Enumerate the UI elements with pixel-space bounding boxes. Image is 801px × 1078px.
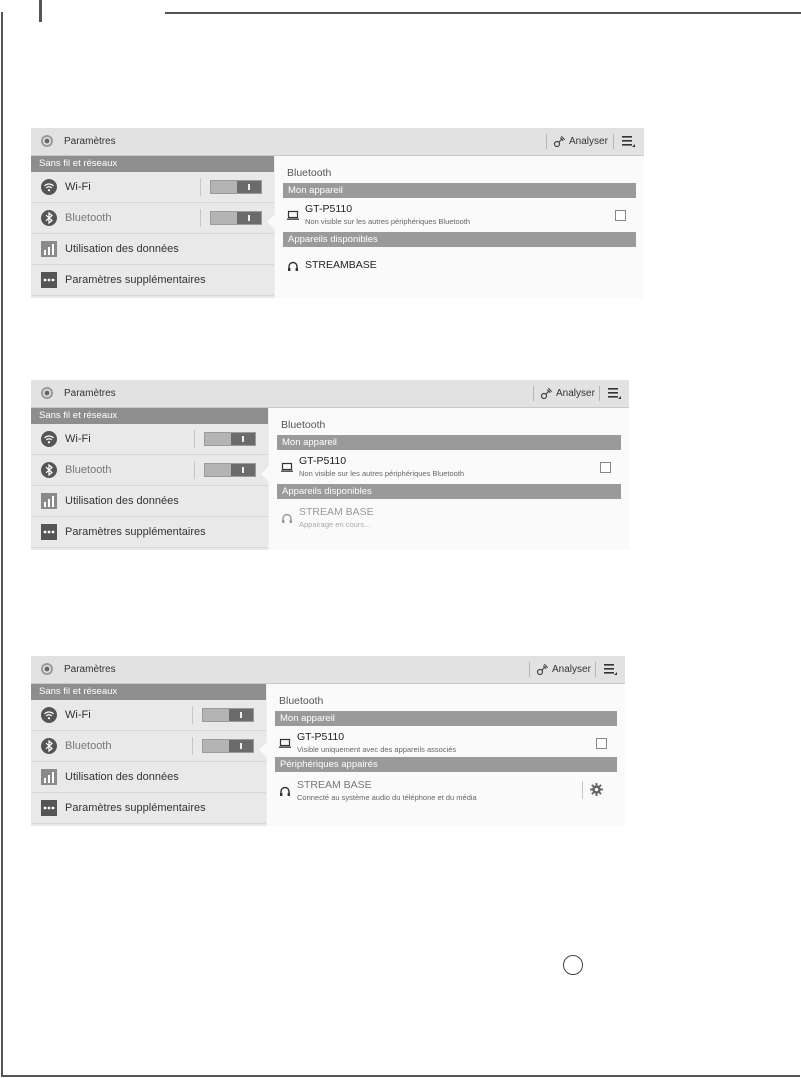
sidebar-item-data-usage[interactable] [31,234,274,265]
sidebar-item-label: Wi-Fi [65,433,91,445]
page-circle-marker [563,955,583,975]
title-bar [31,656,625,684]
bluetooth-toggle[interactable] [202,739,254,753]
toolbar-divider [613,134,614,149]
panel-title: Bluetooth [281,419,326,431]
sidebar-item-label: Paramètres supplémentaires [65,274,206,286]
sidebar-item-label: Bluetooth [65,212,112,224]
sidebar-item-more-settings[interactable] [31,517,268,548]
toolbar-divider [533,386,534,401]
bluetooth-toggle[interactable] [204,463,256,477]
toolbar-divider [529,662,530,677]
bluetooth-panel [267,684,625,826]
scan-button[interactable] [540,384,595,403]
bluetooth-toggle[interactable] [210,211,262,225]
headphones-icon [281,512,293,524]
sidebar-section-header: Sans fil et réseaux [31,156,274,172]
sidebar-item-label: Utilisation des données [65,771,179,783]
wifi-toggle[interactable] [202,708,254,722]
app-title: Paramètres [64,136,116,147]
page-frame-top-rule [165,12,801,14]
settings-screenshot-2 [31,380,629,550]
menu-icon[interactable] [603,662,617,676]
bluetooth-panel [269,408,629,550]
title-bar [31,380,629,408]
bluetooth-icon [41,210,57,226]
available-devices-header: Appareils disponibles [277,484,621,499]
device-name: STREAM BASE [299,506,374,518]
connection-status: Connecté au système audio du téléphone et du média [297,793,477,802]
selection-pointer [267,214,275,230]
headphones-icon [287,260,299,272]
menu-icon[interactable] [607,386,621,400]
scan-label: Analyser [552,664,591,675]
sidebar-item-label: Wi-Fi [65,709,91,721]
my-device-row[interactable] [275,729,617,757]
toolbar-divider [595,662,596,677]
more-dots-icon [41,800,57,816]
my-device-header: Mon appareil [275,711,617,726]
settings-gear-icon [40,386,54,400]
wifi-icon [41,431,57,447]
more-dots-icon [41,524,57,540]
scan-icon [553,136,565,148]
panel-title: Bluetooth [279,695,324,707]
device-row[interactable] [277,504,621,532]
bluetooth-icon [41,738,57,754]
visibility-checkbox[interactable] [600,462,611,473]
app-title: Paramètres [64,664,116,675]
device-row[interactable] [283,252,636,280]
my-device-row[interactable] [283,201,636,229]
settings-sidebar [31,156,274,298]
menu-icon[interactable] [621,134,635,148]
visibility-checkbox[interactable] [615,210,626,221]
sidebar-item-label: Utilisation des données [65,243,179,255]
sidebar-item-label: Paramètres supplémentaires [65,526,206,538]
settings-screenshot-3 [31,656,625,826]
sidebar-item-wifi[interactable] [31,700,266,731]
my-device-visibility: Non visible sur les autres périphériques Bluetooth [305,217,471,226]
sidebar-item-bluetooth[interactable] [31,455,268,486]
visibility-checkbox[interactable] [596,738,607,749]
my-device-visibility: Non visible sur les autres périphériques Bluetooth [299,469,465,478]
device-name: STREAM BASE [297,779,372,791]
scan-button[interactable] [553,132,608,151]
data-usage-icon [41,769,57,785]
paired-device-row[interactable] [275,777,617,805]
pairing-status: Appairage en cours... [299,520,371,529]
settings-sidebar [31,684,266,826]
my-device-name: GT-P5110 [305,203,353,215]
sidebar-item-wifi[interactable] [31,424,268,455]
bluetooth-icon [41,462,57,478]
panel-title: Bluetooth [287,167,332,179]
sidebar-item-more-settings[interactable] [31,793,266,824]
wifi-icon [41,179,57,195]
page-frame-bottom-rule [1,1075,800,1077]
scan-label: Analyser [556,388,595,399]
wifi-icon [41,707,57,723]
available-devices-header: Appareils disponibles [283,232,636,247]
sidebar-item-data-usage[interactable] [31,486,268,517]
toolbar-divider [546,134,547,149]
paired-devices-header: Périphériques appairés [275,757,617,772]
sidebar-section-header: Sans fil et réseaux [31,684,266,700]
wifi-toggle[interactable] [210,180,262,194]
settings-gear-icon [40,662,54,676]
my-device-name: GT-P5110 [297,731,345,743]
headphones-icon [279,785,291,797]
settings-screenshot-1 [31,128,644,298]
settings-sidebar [31,408,268,550]
sidebar-item-label: Wi-Fi [65,181,91,193]
selection-pointer [261,466,269,482]
scan-button[interactable] [536,660,591,679]
selection-pointer [259,742,267,758]
sidebar-item-bluetooth[interactable] [31,731,266,762]
sidebar-item-wifi[interactable] [31,172,274,203]
sidebar-item-more-settings[interactable] [31,265,274,296]
page-frame-left-rule [1,12,3,1077]
more-dots-icon [41,272,57,288]
sidebar-item-label: Bluetooth [65,464,112,476]
my-device-header: Mon appareil [277,435,621,450]
device-name: STREAMBASE [305,259,377,271]
bluetooth-panel [275,156,644,298]
tablet-icon [279,737,291,749]
my-device-header: Mon appareil [283,183,636,198]
my-device-visibility: Visible uniquement avec des appareils associés [297,745,457,754]
settings-gear-icon [40,134,54,148]
data-usage-icon [41,493,57,509]
my-device-name: GT-P5110 [299,455,347,467]
page-frame-tab [39,0,42,22]
sidebar-item-data-usage[interactable] [31,762,266,793]
scan-icon [540,388,552,400]
scan-icon [536,664,548,676]
sidebar-item-label: Paramètres supplémentaires [65,802,206,814]
wifi-toggle[interactable] [204,432,256,446]
sidebar-item-label: Utilisation des données [65,495,179,507]
data-usage-icon [41,241,57,257]
sidebar-item-bluetooth[interactable] [31,203,274,234]
sidebar-section-header: Sans fil et réseaux [31,408,268,424]
row-divider [582,781,583,799]
sidebar-item-label: Bluetooth [65,740,112,752]
tablet-icon [287,209,299,221]
my-device-row[interactable] [277,453,621,481]
app-title: Paramètres [64,388,116,399]
device-settings-gear-icon[interactable] [590,783,603,796]
toolbar-divider [599,386,600,401]
scan-label: Analyser [569,136,608,147]
title-bar [31,128,644,156]
tablet-icon [281,461,293,473]
